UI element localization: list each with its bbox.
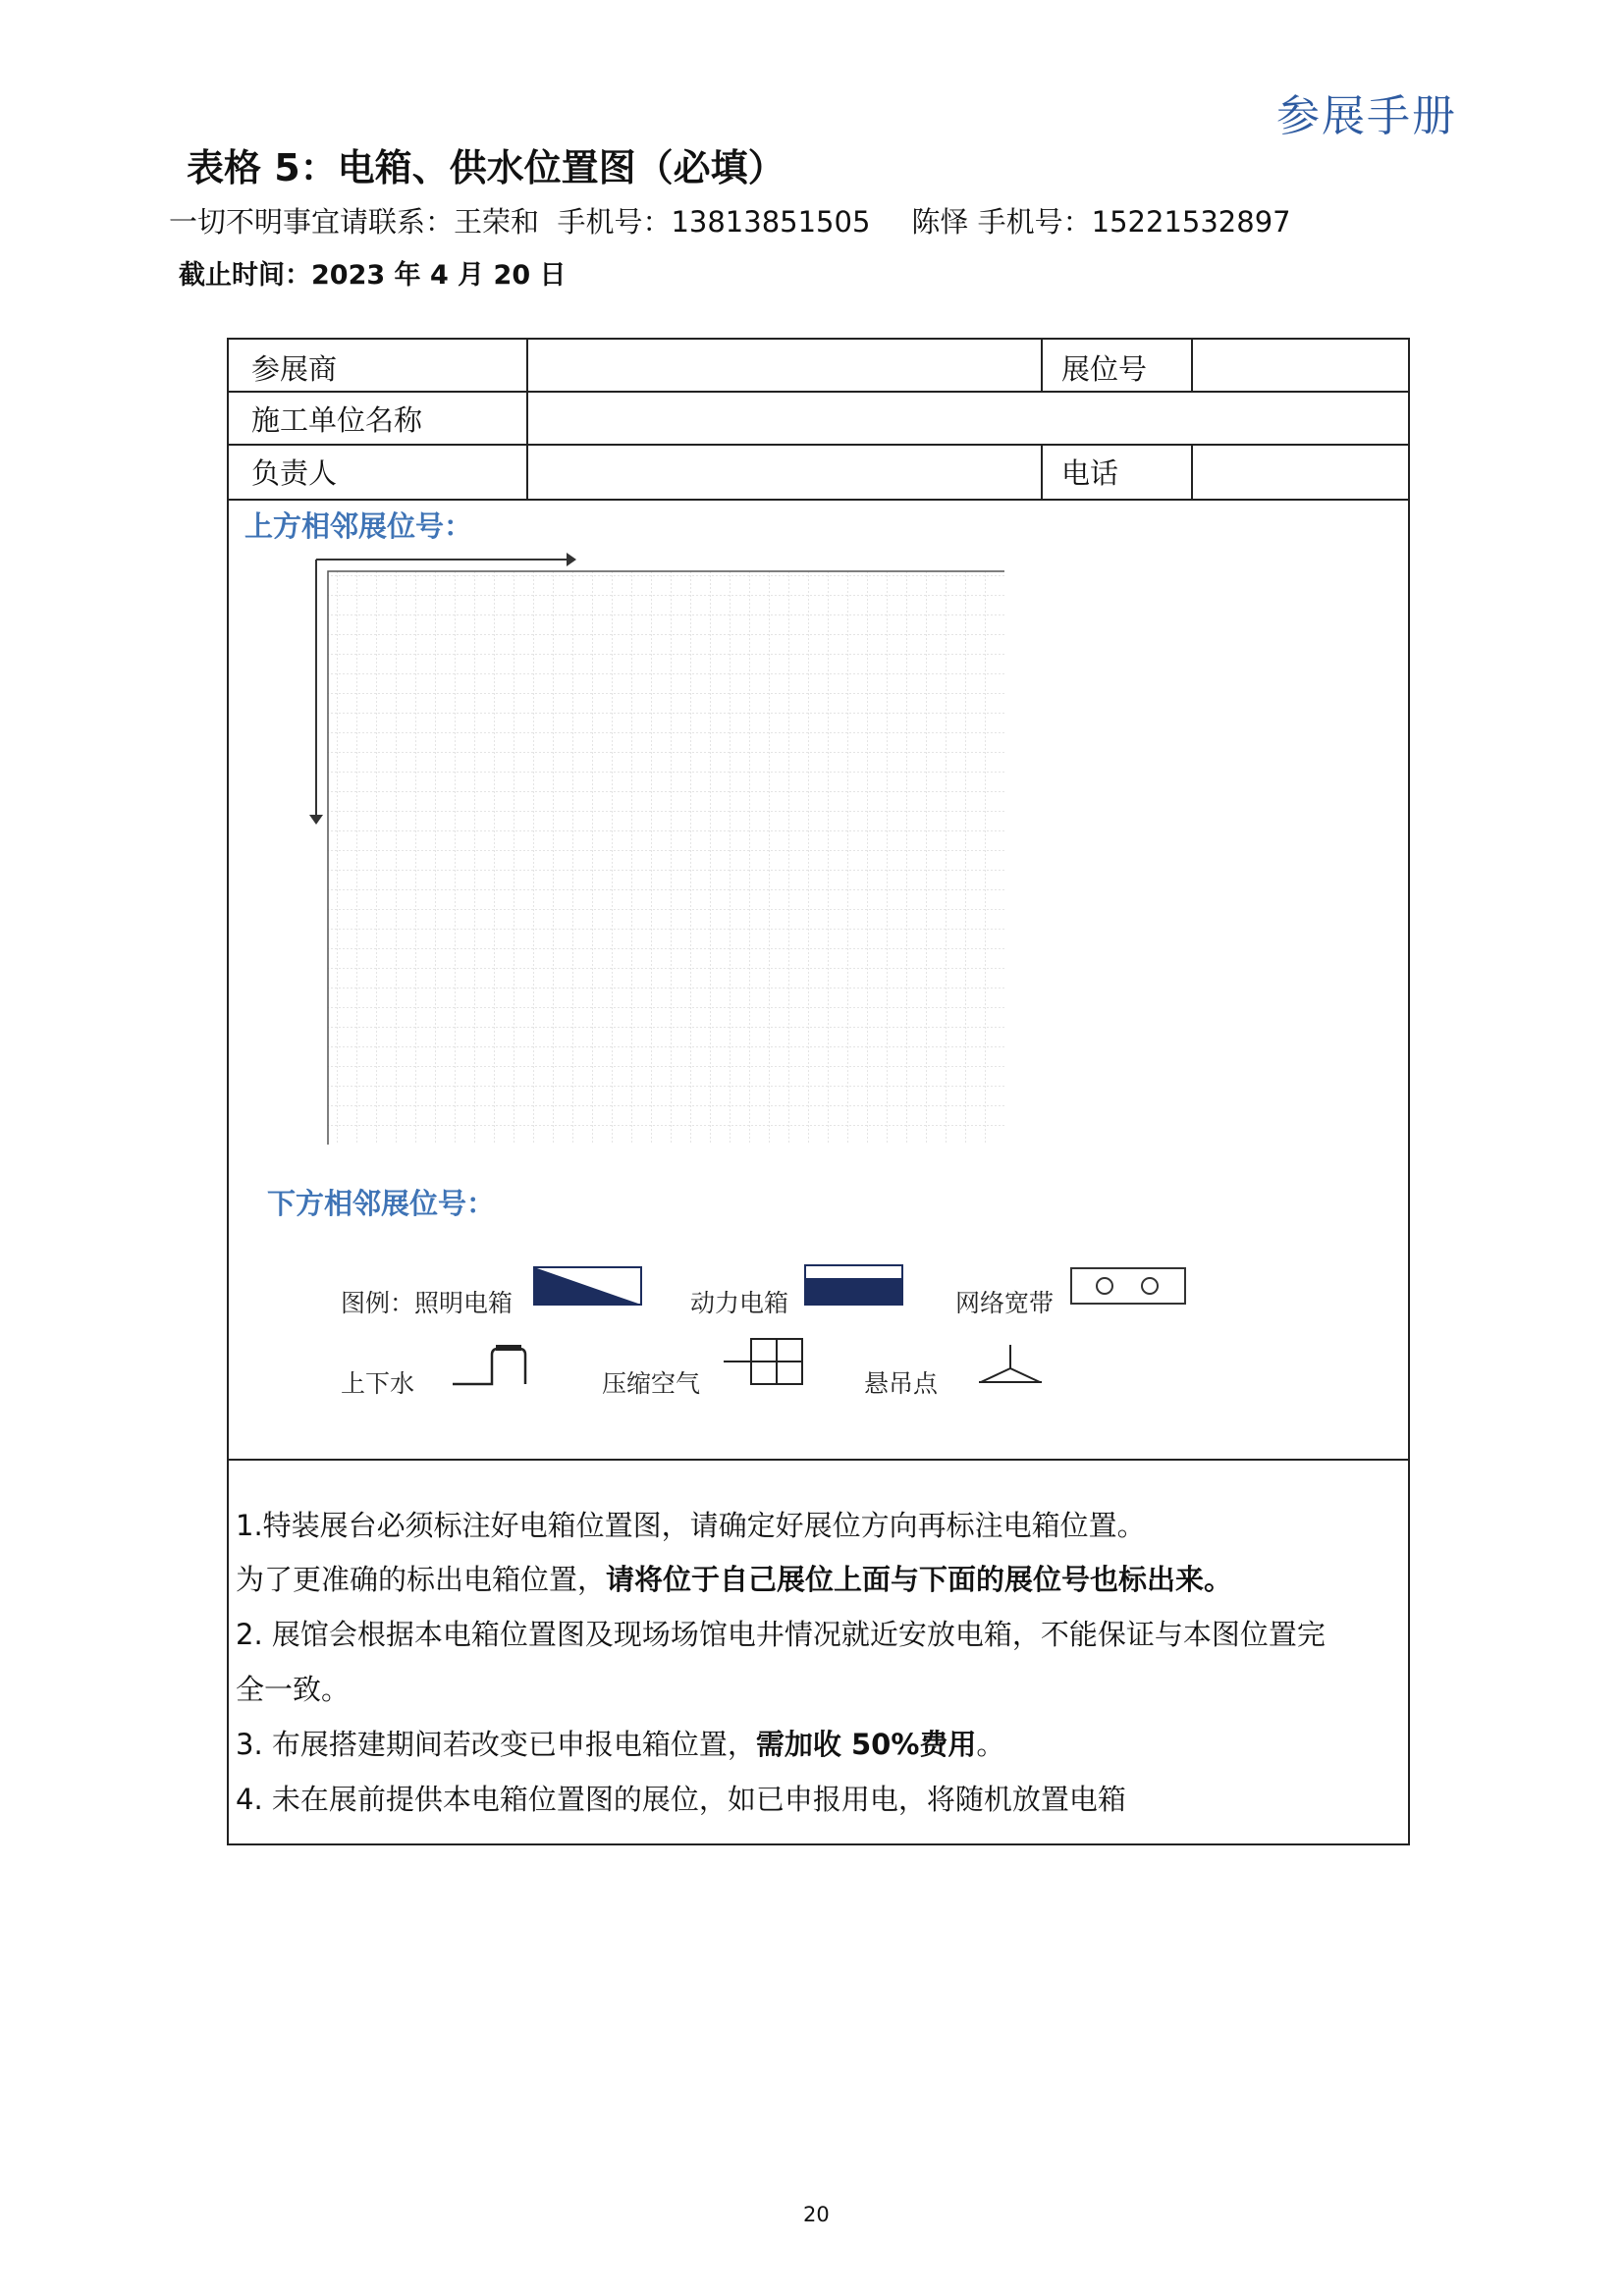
note-4-plain: 3. 布展搭建期间若改变已申报电箱位置， xyxy=(236,1728,756,1761)
contact-2: 陈怿 手机号：15221532897 xyxy=(911,205,1291,239)
legend-network-label: 网络宽带 xyxy=(955,1289,1055,1317)
grid-area[interactable] xyxy=(328,571,1004,1145)
phone-input[interactable] xyxy=(1193,446,1408,498)
booth-no-label: 展位号 xyxy=(1061,352,1148,386)
water-icon xyxy=(449,1341,537,1392)
col-divider xyxy=(1041,444,1043,499)
phone-label: 电话 xyxy=(1061,456,1119,490)
note-4 xyxy=(236,1723,1004,1763)
note-2-bold: 请将位于自己展位上面与下面的展位号也标出来。 xyxy=(606,1563,1233,1596)
upper-adjacent-booth-label: 上方相邻展位号： xyxy=(244,509,473,543)
legend-compressed-air-label: 压缩空气 xyxy=(602,1369,701,1398)
note-2 xyxy=(236,1558,1232,1598)
note-4-bold: 需加收 50%费用 xyxy=(755,1728,977,1761)
legend-power-box-label: 动力电箱 xyxy=(690,1289,789,1317)
legend-lighting-box-label: 图例：照明电箱 xyxy=(341,1289,514,1317)
note-5: 4. 未在展前提供本电箱位置图的展位，如已申报用电，将随机放置电箱 xyxy=(236,1783,1126,1816)
manual-title: 参展手册 xyxy=(1276,91,1457,141)
contact-prefix: 一切不明事宜请联系： xyxy=(169,205,455,239)
hanging-point-icon xyxy=(975,1343,1046,1388)
booth-grid-diagram[interactable] xyxy=(298,536,1004,1145)
booth-no-input[interactable] xyxy=(1193,340,1408,390)
exhibitor-label: 参展商 xyxy=(251,352,338,386)
page-number: 20 xyxy=(803,2203,830,2226)
power-box-icon xyxy=(804,1264,904,1308)
col-divider xyxy=(1041,340,1043,391)
lighting-box-icon xyxy=(533,1266,643,1308)
deadline: 截止时间：2023 年 4 月 20 日 xyxy=(179,260,567,291)
person-input[interactable] xyxy=(528,446,1039,498)
lower-adjacent-booth-label: 下方相邻展位号： xyxy=(267,1187,496,1220)
contractor-input[interactable] xyxy=(528,393,1408,443)
contact-1: 王荣和 手机号：13813851505 xyxy=(454,205,871,239)
note-3: 2. 展馆会根据本电箱位置图及现场场馆电井情况就近安放电箱，不能保证与本图位置完 xyxy=(236,1618,1326,1651)
legend-water-label: 上下水 xyxy=(341,1369,415,1398)
network-icon xyxy=(1069,1266,1189,1308)
compressed-air-icon xyxy=(722,1337,806,1388)
note-3-cont: 全一致。 xyxy=(236,1673,351,1706)
note-1: 1.特装展台必须标注好电箱位置图，请确定好展位方向再标注电箱位置。 xyxy=(236,1509,1146,1542)
form-title: 表格 5：电箱、供水位置图（必填） xyxy=(187,146,785,189)
legend-hanging-point-label: 悬吊点 xyxy=(864,1369,939,1398)
note-2-plain: 为了更准确的标出电箱位置， xyxy=(236,1563,607,1596)
contact-line xyxy=(169,200,1291,240)
contractor-label: 施工单位名称 xyxy=(251,403,423,437)
y-arrow-head xyxy=(309,815,323,825)
section-divider xyxy=(229,1459,1408,1461)
exhibitor-input[interactable] xyxy=(528,340,1039,390)
row-divider xyxy=(229,499,1408,501)
note-4-end: 。 xyxy=(976,1728,1005,1761)
person-label: 负责人 xyxy=(251,456,338,490)
x-arrow-head xyxy=(567,553,576,566)
